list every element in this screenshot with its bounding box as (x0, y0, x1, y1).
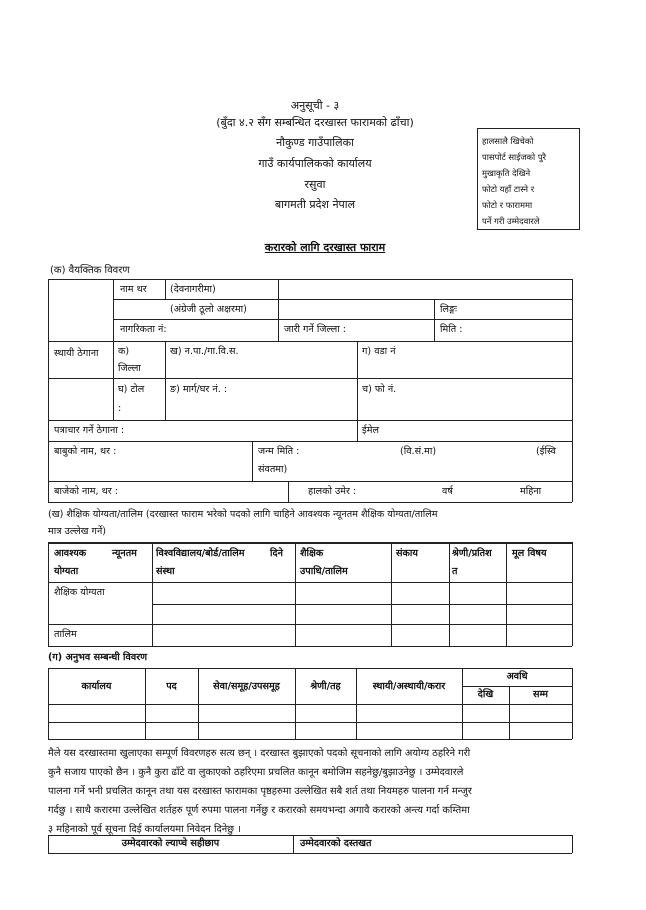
faculty-header: संकाय (396, 548, 418, 559)
major-subject-header: मूल विषय (512, 548, 547, 559)
ward-label: ग) वडा नं (362, 346, 396, 357)
photo-instruction-line: हालसालै खिचेको (482, 136, 534, 146)
min-qualification-header-c: योग्यता (54, 566, 79, 577)
photo-instruction-line: फोटो यहाँ टास्ने र (482, 184, 535, 194)
dob-label: जन्म मिति : (258, 446, 300, 457)
employment-type-header: स्थायी/अस्थायी/करार (372, 681, 446, 692)
district-label: जिल्ला (118, 363, 141, 374)
training-row-label: तालिम (54, 629, 77, 640)
level-header: श्रेणी/तह (310, 681, 341, 692)
post-header: पद (166, 681, 177, 692)
min-qualification-header: आवश्यक (54, 548, 87, 559)
declaration-line: गर्दछु । साथै करारमा उल्लेखित शर्तहरु पूर्ण रुपमा पालना गर्नेछु र करारको समयभन्दा अगावै करारको अन्त्य गर्दा कम्तिमा (48, 805, 470, 816)
age-months-label: महिना (520, 486, 542, 497)
education-row-label: शैक्षिक योग्यता (54, 587, 105, 598)
devanagari-name-label: (देवनागरीमा) (170, 284, 216, 295)
annex-title: अनुसूची - ३ (290, 99, 340, 112)
name-label: नाम थर (120, 284, 147, 295)
photo-instruction-line: पर्ने गरी उम्मेदवारले (482, 216, 540, 226)
office-name: गाउँ कार्यपालिकको कार्यालय (258, 157, 372, 170)
permanent-address-label: स्थायी ठेगाना (54, 348, 99, 359)
street-house-label: ङ) मार्ग/घर नं. : (170, 384, 228, 395)
district-prefix: क) (118, 346, 130, 357)
issue-date-label: मिति : (440, 324, 463, 335)
district-name: रसुवा (304, 178, 326, 191)
min-qualification-header-b: न्यूनतम (112, 548, 137, 559)
devanagari-name-field[interactable] (282, 281, 568, 297)
degree-header: शैक्षिक (300, 548, 324, 559)
declaration-line: ३ महिनाको पूर्व सूचना दिई कार्यालयमा निवेदन दिनेछु । (48, 824, 241, 835)
section-b-title-cont: मात्र उल्लेख गर्ने) (48, 526, 107, 537)
university-header-b: दिने (270, 548, 283, 559)
to-date-header: सम्म (532, 689, 549, 700)
office-header: कार्यालय (81, 681, 112, 692)
photo-instruction-line: मुखाकृति देखिने (482, 168, 531, 178)
section-b-title: (ख) शैक्षिक योग्यता/तालिम (दरखास्त फाराम भरेको पदको लागि चाहिने आवश्यक न्यूनतम शैक्षिक योग्यता/तालिम (48, 509, 438, 520)
from-date-header: देखि (477, 689, 494, 700)
current-age-label: हालको उमेर : (308, 486, 357, 497)
division-header: श्रेणी/प्रतिश (452, 548, 492, 559)
dob-bs-label: (वि.सं.मा) (400, 446, 437, 457)
thumbprint-label: उम्मेदवारको ल्याप्चे सहीछाप (121, 838, 220, 849)
declaration-line: मैले यस दरखास्तमा खुलाएका सम्पूर्ण विवरणहरु सत्य छन् । दरखास्त बुझाएको पदको सूचनाको लागि अयोग्य ठहरिने गरी (48, 748, 471, 759)
tole-label: घ) टोल (118, 384, 145, 395)
english-name-label: (अंग्रेजी ठूलो अक्षरमा) (170, 304, 247, 315)
declaration-line: कुनै सजाय पाएको छैन । कुनै कुरा ढाँटे वा लुकाएको ठहरिएमा प्रचलित कानून बमोजिम सहनेछु/बुझाउनेछु । उम्मेदवारले (48, 767, 464, 778)
service-group-header: सेवा/समूह/उपसमूह (213, 681, 280, 692)
father-name-label: बाबुको नाम, थर : (54, 446, 117, 457)
degree-header-b: उपाधि/तालिम (300, 566, 348, 577)
dob-ad-label-cont: संवतमा) (258, 464, 288, 475)
photo-placeholder-box (477, 128, 580, 230)
photo-instruction-line: पासपोर्ट साईजको पुरै (482, 152, 546, 162)
tole-colon: : (118, 403, 122, 414)
municipality-label: ख) न.पा./गा.वि.स. (170, 346, 239, 357)
section-a-title: (क) वैयक्तिक विवरण (50, 265, 130, 276)
section-c-title: (ग) अनुभव सम्बन्धी विवरण (48, 652, 148, 663)
email-label: ईमेल (362, 425, 379, 436)
issued-district-label: जारी गर्ने जिल्ला : (284, 324, 347, 335)
gender-label: लिङ्गः (440, 304, 458, 315)
declaration-line: पालना गर्ने भनी प्रचलित कानून तथा यस दरखास्त फारामका पृष्ठहरुमा उल्लेखित सबै शर्त तथा नियमहरु पालना गर्न मन्जुर (48, 786, 472, 797)
form-title: करारको लागि दरखास्त फाराम (264, 241, 386, 254)
duration-header: अवधि (506, 671, 528, 682)
postal-address-label: पत्राचार गर्ने ठेगाना : (54, 425, 125, 436)
university-header: विश्वविद्यालय/बोर्ड/तालिम (156, 548, 245, 559)
province-name: बागमती प्रदेश नेपाल (274, 198, 356, 211)
signature-label: उम्मेदवारको दस्तखत (300, 838, 372, 849)
university-header-c: संस्था (156, 566, 175, 577)
dob-ad-label: (ईस्वि (536, 446, 557, 457)
english-name-field[interactable] (282, 301, 430, 317)
photo-instruction-line: फोटो र फाराममा (482, 200, 533, 210)
division-header-b: त (452, 566, 458, 577)
citizenship-number-label: नागरिकता नं: (120, 324, 167, 335)
grandfather-name-label: बाजेको नाम, थर : (54, 486, 118, 497)
form-format-subtitle: (बुँदा ४.२ सँग सम्बन्धित दरखास्त फारामको ढाँचा) (216, 116, 414, 129)
phone-label: च) फो नं. (362, 384, 397, 395)
municipality-name: नौकुण्ड गाउँपालिका (276, 136, 354, 149)
age-years-label: वर्ष (442, 486, 453, 497)
declaration-text (48, 744, 572, 839)
